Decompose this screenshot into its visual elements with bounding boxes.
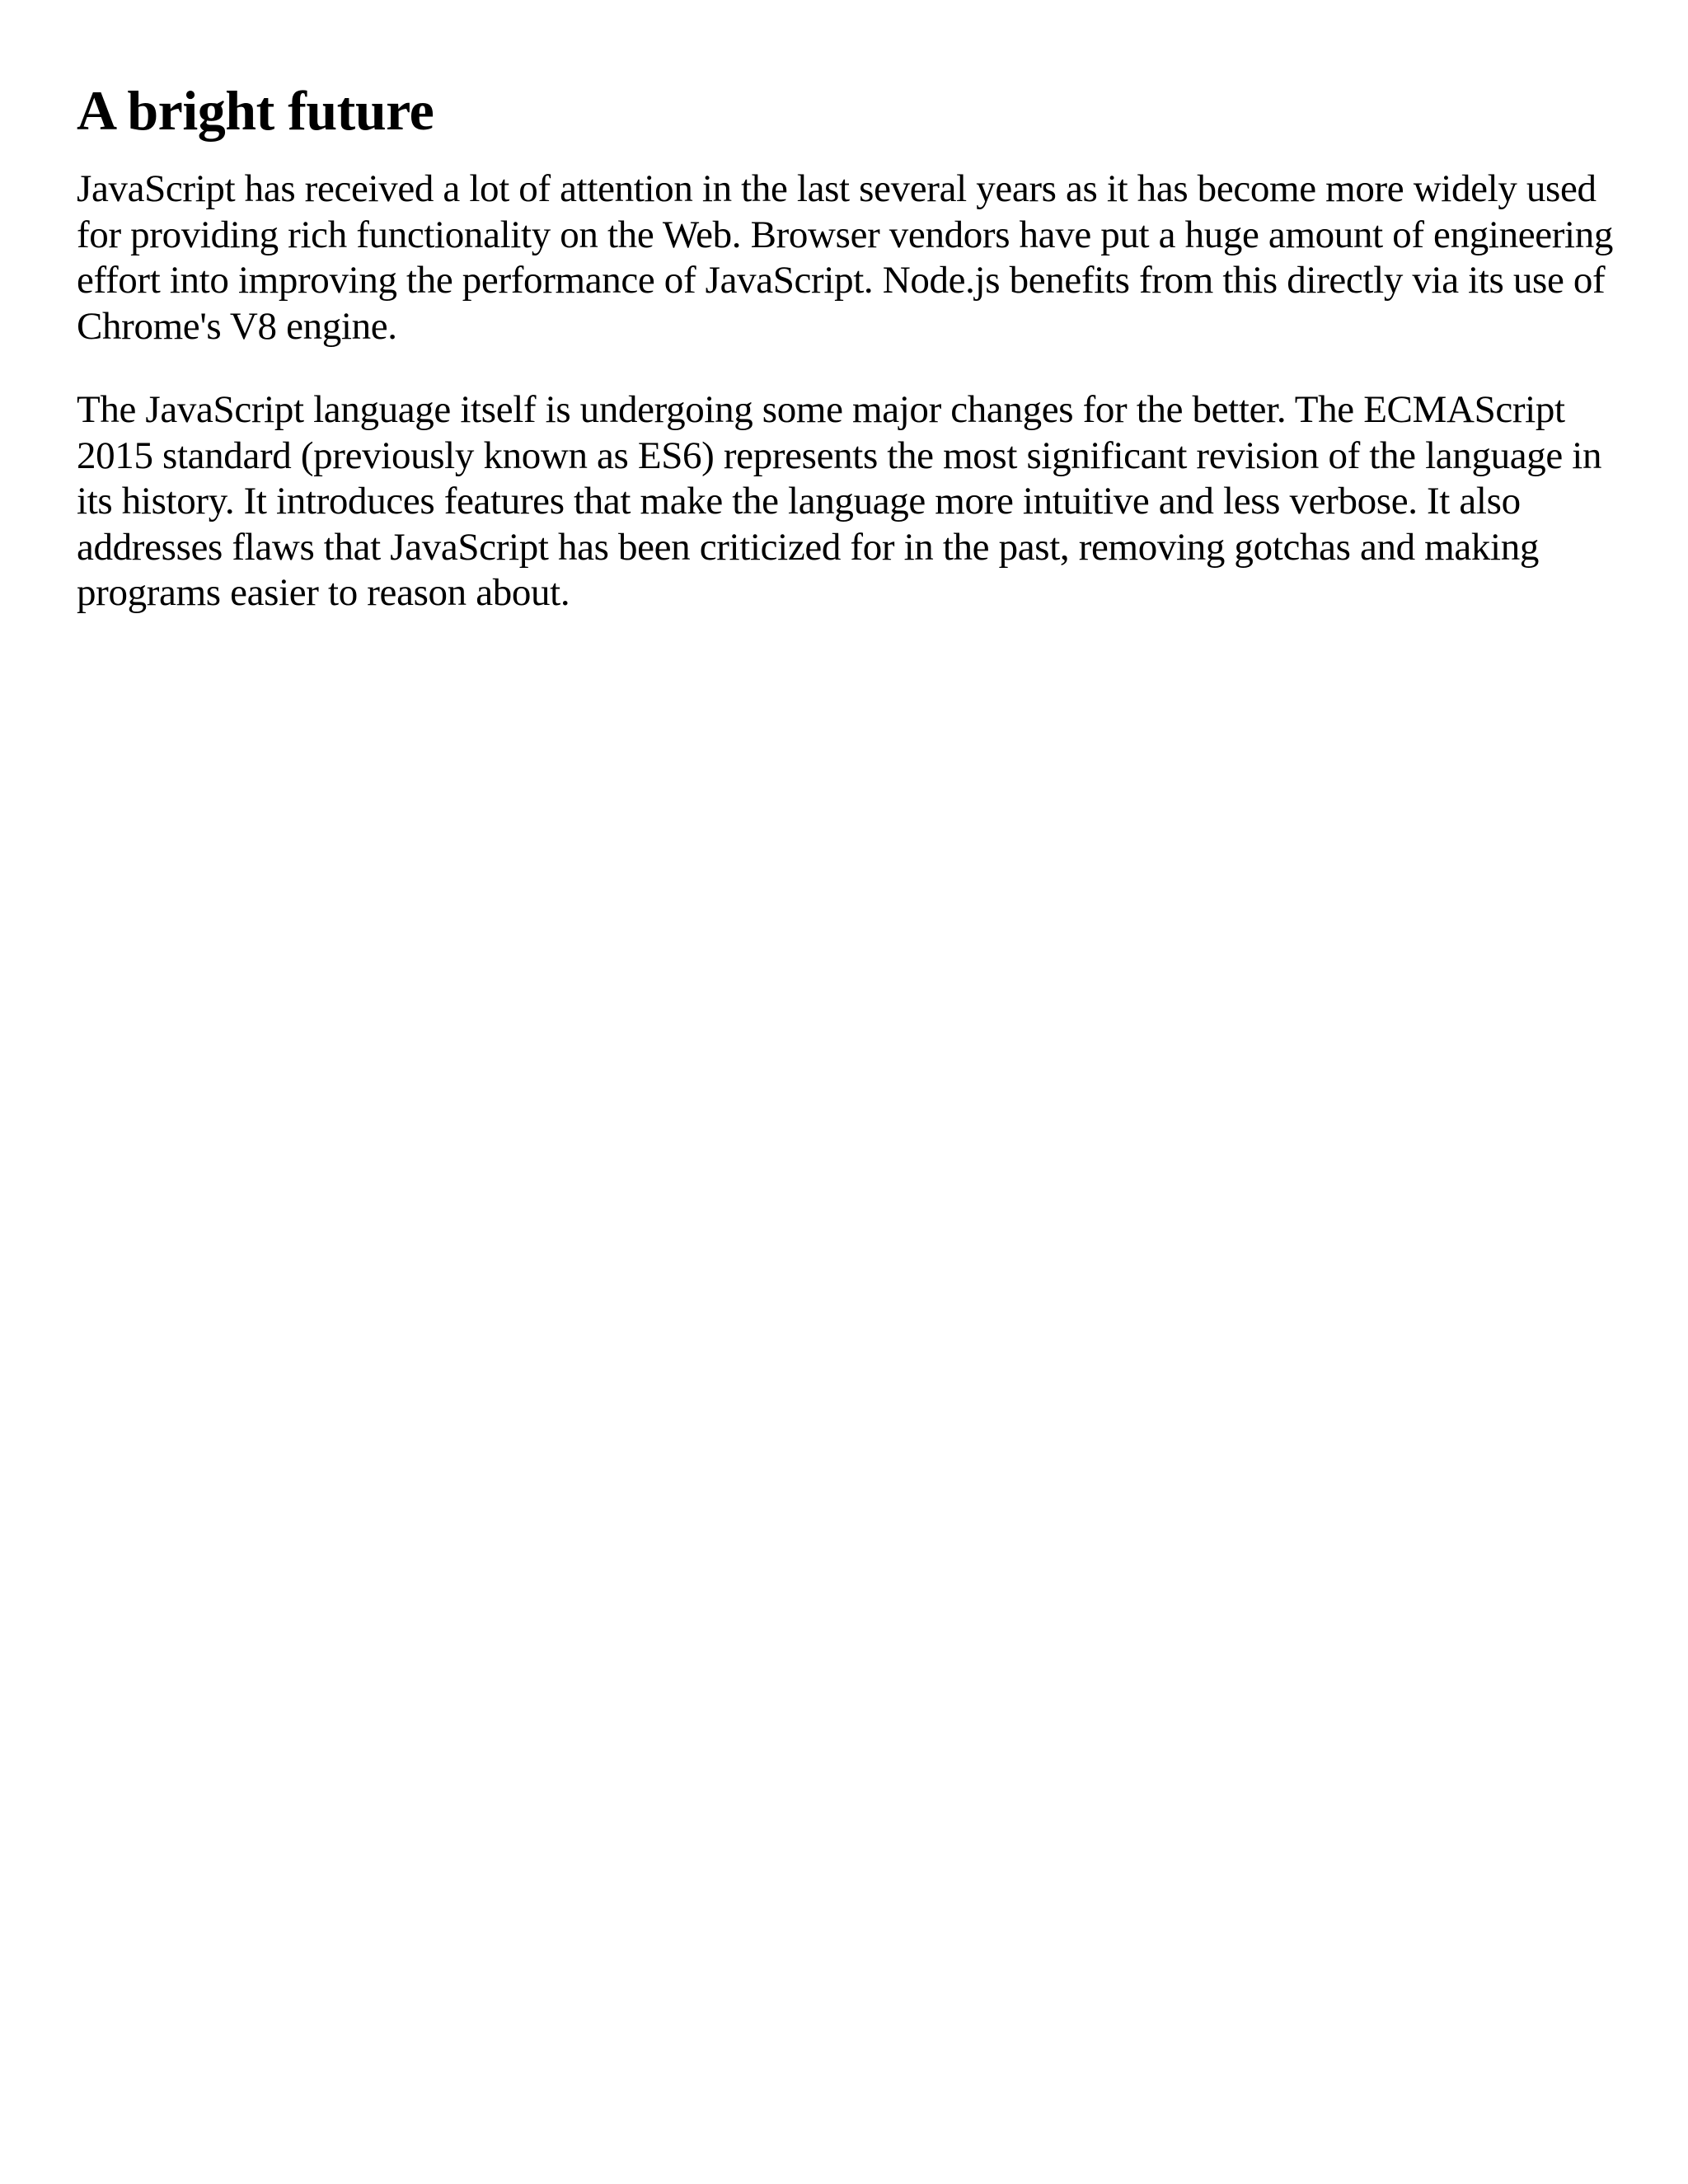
paragraph-intro: JavaScript has received a lot of attention in the last several years as it has become more widely used for providing rich functionality on the Web. Browser vendors have put a huge amount of engineering effort into improving the performance of JavaScript. Node.js benefits from this directly via its use of Chrome's V8 engine. [77, 167, 1614, 348]
page-title: A bright future [77, 79, 434, 142]
paragraph-ecmascript: The JavaScript language itself is undergoing some major changes for the better. The ECMAScript 2015 standard (previously known as ES6) represents the most significant revision of the language in its history. It introduces features that make the language more intuitive and less verbose. It also addresses flaws that JavaScript has been criticized for in the past, removing gotchas and making programs easier to reason about. [77, 388, 1602, 614]
